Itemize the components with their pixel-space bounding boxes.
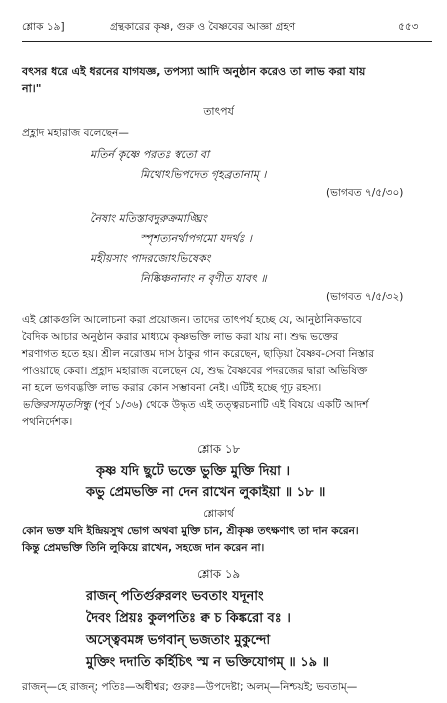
- verse-18-line-1: কৃষ্ণ যদি ছুটে ভক্তে ভুক্তি মুক্তি দিয়া ।: [96, 464, 291, 479]
- purport-verse2-line3: মহীয়সাং পাদরজোঽভিষেকং: [90, 252, 211, 265]
- verse-19-line-2: দৈবং প্রিয়ঃ কুলপতিঃ ক্ব চ কিঙ্করো বঃ ।: [86, 611, 291, 626]
- purport-verse2-line2: স্পৃশত্যনর্থাপগমো যদর্থঃ ।: [140, 232, 252, 245]
- verse-18-line-2: কভু প্রেমভক্তি না দেন রাখেন লুকাইয়া ॥ ১৮ ॥: [86, 485, 326, 500]
- verse-19-line-1: রাজন্ পতির্গুরুরলং ভবতাং যদূনাং: [86, 589, 264, 604]
- purport-paragraph-line: পাওয়াছে কেবা। প্রহ্লাদ মহারাজ বলেছেন যে, শুদ্ধ বৈষ্ণবের পদরজের দ্বারা অভিষিক্ত: [22, 365, 368, 377]
- header-page-number: ৫৫৩: [398, 21, 419, 33]
- purport-verse2-line4: নিষ্কিঞ্চনানাং ন বৃণীত যাবৎ ॥: [140, 272, 267, 285]
- purport-verse1-line2: মিথোঽভিপদেত গৃহব্রতানাম্ ।: [140, 168, 267, 181]
- purport-paragraph-final: পথনির্দেশক।: [22, 416, 73, 428]
- verse-18-translation-line-1: কোন ভক্ত যদি ইন্দ্রিয়সুখ ভোগ অথবা মুক্তি চান, শ্রীকৃষ্ণ তৎক্ষণাৎ তা দান করেন।: [22, 525, 359, 537]
- verse-18-title: শ্লোক ১৮: [197, 442, 241, 456]
- header-verse-label: শ্লোক ১৯]: [22, 21, 65, 33]
- purport-paragraph-line-with-title: [22, 398, 368, 415]
- purport-paragraph-rest: (পূর্ব ১/৩৬) থেকে উদ্ধৃত এই তত্ত্বরচনাটি এই বিষয়ে একটি আদর্শ: [90, 399, 369, 411]
- purport-paragraph-line: শরণাগত হতে হয়। শ্রীল নরোত্তম দাস ঠাকুর গান করেছেন, ছাড়িয়া বৈষ্ণব-সেবা নিস্তার: [22, 348, 375, 360]
- purport-reference-2: (ভাগবত ৭/৫/৩২): [326, 291, 404, 303]
- purport-heading: তাৎপর্য: [203, 105, 234, 118]
- verse-19-line-3: অস্ত্বেবমঙ্গ ভগবান্ ভজতাং মুকুন্দো: [86, 633, 271, 648]
- header-rule: [22, 41, 432, 42]
- purport-prahlad-intro: প্রহ্লাদ মহারাজ বলেছেন—: [22, 127, 129, 139]
- purport-verse1-line1: মতির্ন কৃষ্ণে পরতঃ স্বতো বা: [90, 148, 210, 161]
- header-chapter-title: গ্রন্থকারের কৃষ্ণ, গুরু ও বৈষ্ণবের আজ্ঞা গ্রহণ: [110, 21, 296, 33]
- verse-19-title: শ্লোক ১৯: [197, 567, 241, 581]
- verse-19-synonyms: রাজন্—হে রাজন্; পতিঃ—অধীশ্বর; গুরুঃ—উপদেষ্টা; অলম্—নিশ্চয়ই; ভবতাম্—: [22, 681, 358, 693]
- verse-18-translation-heading: শ্লোকার্থ: [203, 508, 234, 520]
- purport-paragraph-line: বৈদিক আচার অনুষ্ঠান করার মাধ্যমে কৃষ্ণভক্তি লাভ করা যায় না। শুদ্ধ ভক্তের: [22, 331, 339, 343]
- purport-paragraph-line: না হলে ভগবদ্ভক্তি লাভ করার কোন সম্ভাবনা নেই। এটিই হচ্ছে গূঢ় রহস্য।: [22, 382, 322, 394]
- purport-verse2-line1: নৈষাং মতিস্তাবদুরুক্রমাঙ্ঘ্রিং: [90, 212, 207, 225]
- book-title-italic: ভক্তিরসামৃতসিন্ধু: [22, 399, 91, 411]
- intro-line-2: না।": [22, 82, 42, 95]
- verse-18-translation-line-2: কিন্তু প্রেমভক্তি তিনি লুকিয়ে রাখেন, সহজে দান করেন না।: [22, 542, 265, 554]
- intro-line-1: বৎসর ধরে এই ধরনের যাগযজ্ঞ, তপস্যা আদি অনুষ্ঠান করেও তা লাভ করা যায়: [22, 65, 366, 78]
- verse-19-line-4: মুক্তিং দদাতি কর্হিচিৎ স্ম ন ভক্তিযোগম্ ॥ ১৯ ॥: [86, 655, 329, 670]
- purport-paragraph-line: এই শ্লোকগুলি আলোচনা করা প্রয়োজন। তাদের তাৎপর্য হচ্ছে যে, আনুষ্ঠানিকভাবে: [22, 314, 362, 326]
- purport-reference-1: (ভাগবত ৭/৫/৩০): [326, 187, 404, 199]
